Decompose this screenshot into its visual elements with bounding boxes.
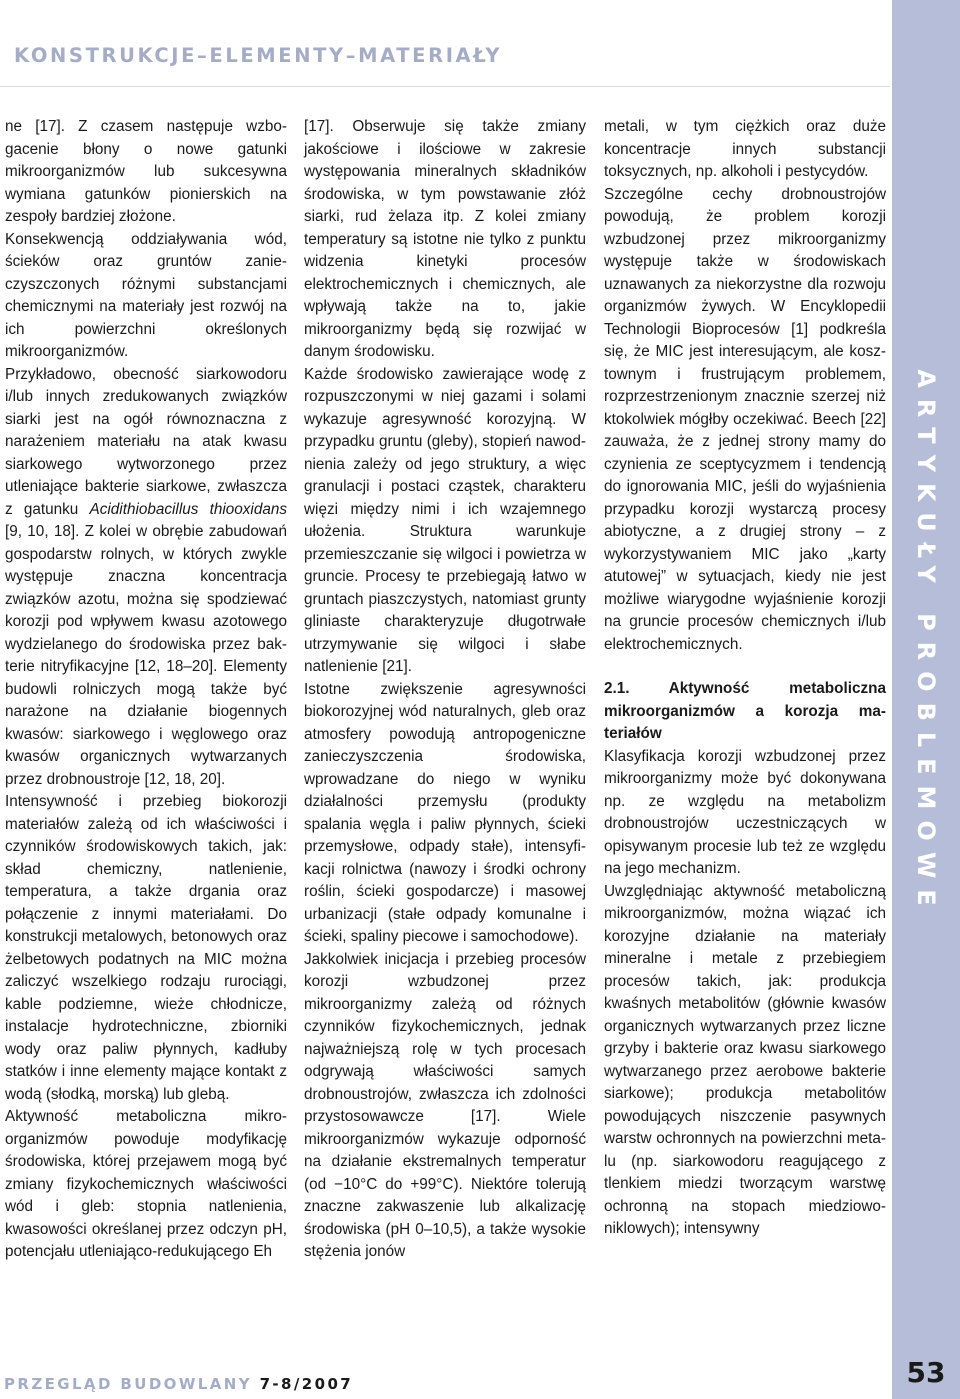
paragraph: Klasyfikacja korozji wzbudzonej przez mikroorganizmy może być dokonywana np. ze względu na metabolizm drobnoustrojów uczestniczących w opisywanym procesie lub też ze względu na jego mechanizm. <box>604 747 886 877</box>
article-column-3 <box>604 116 886 1241</box>
paragraph: Każde środowisko zawierające wodę z rozpuszczonymi w niej gazami i solami wykazuje agresywność korozyjną. W przypadku gruntu (gleby), stopień nawodnienia zależy od jego struktury, a więc granulacji i postaci cząstek, charakteru więzi między nimi i ich wzajemnego ułożenia. Struktura warunkuje przemieszczanie się wilgoci i powietrza w gruncie. Procesy te przebiegają łatwo w gruntach piaszczystych, natomiast grunty gliniaste charakteryzuje długotrwałe utrzymywanie się wilgoci i słabe natlenienie [21]. <box>304 365 586 675</box>
issue-number: 7-8/2007 <box>259 1375 354 1393</box>
page-number: 53 <box>906 1356 946 1389</box>
section-heading: 2.1. Aktywność metaboliczna mikroorganizmów a korozja materiałów <box>604 680 886 742</box>
paragraph <box>5 364 287 792</box>
paragraph: metali, w tym ciężkich oraz duże koncentracje innych substancji toksycznych, np. alkoholi i pestycydów. <box>604 118 886 180</box>
running-head: KONSTRUKCJE–ELEMENTY–MATERIAŁY <box>14 44 503 67</box>
species-name: Acidithiobacillus thiooxidans <box>89 500 287 518</box>
journal-title: PRZEGLĄD BUDOWLANY <box>4 1375 252 1393</box>
paragraph: Konsekwencją oddziaływania wód, ścieków oraz gruntów zanieczyszczonych różnymi substancjami chemicznymi na materiały jest rozwój na ich powierzchni określonych mikroorganizmów. <box>5 230 287 360</box>
paragraph: Uwzględniając aktywność metaboliczną mikroorganizmów, można wiązać ich korozyjne działanie na materiały mineralne i metale z przebiegiem procesów takich, jak: produkcja kwaśnych metabolitów (głównie kwasów organicznych wytwarzanych przez liczne grzyby i bakterie oraz kwasu siarkowego wytwarzanego przez aerobowe bakterie siarkowe); produkcja metabolitów powodujących niszczenie pasywnych warstw ochronnych na powierzchni metalu (np. siarkowodoru reagującego z tlenkiem miedzi tworzącym warstwę ochronną na stopach miedziowo-niklowych); intensywny <box>604 882 886 1237</box>
paragraph-text: [9, 10, 18]. Z kolei w obrębie zabudowań gospodarstw rolnych, w których zwykle występuje znaczna koncentracja związków azotu, można się spodziewać korozji pod wpływem kwasu azotowego wydzielanego do środowiska przez bakterie nitryfikacyjne [12, 18–20]. Elementy budowli rolniczych mogą także być narażone na działanie biogennych kwasów: siarkowego i węglowego oraz kwasów organicznych wytwarzanych przez drobnoustroje [12, 18, 20]. <box>5 523 287 788</box>
paragraph: [17]. Obserwuje się także zmiany jakościowe i ilościowe w zakresie występowania mineralnych składników środowiska, w tym powstawanie złóż siarki, rud żelaza itp. Z kolei zmiany temperatury są istotne nie tylko z punktu widzenia kinetyki procesów elektrochemicznych i chemicznych, ale wpływają także na to, jakie mikroorganizmy będą się rozwijać w danym środowisku. <box>304 118 586 360</box>
paragraph-text: Przykładowo, obecność siarkowodoru i/lub innych zredukowanych związków siarki jest na ogół równoznaczna z narażeniem materiału na atak kwasu siarkowego wytworzonego przez utleniające bakterie siarkowe, zwłaszcza z gatunku <box>5 365 287 518</box>
paragraph: Istotne zwiększenie agresywności biokorozyjnej wód naturalnych, gleb oraz atmosfery powodują antropogeniczne zanieczyszczenia środowiska, wprowadzane do niego w wyniku działalności przemysłu (produkty spalania węgla i paliw płynnych, ścieki przemysłowe, odpady stałe), intensyfikacji rolnictwa (nawozy i środki ochrony roślin, ścieki gospodarcze) i masowej urbanizacji (stałe odpady komunalne i ścieki, spaliny piecowe i samochodowe). <box>304 680 586 945</box>
paragraph: ne [17]. Z czasem następuje wzbogacenie błony o nowe gatunki mikroorganizmów lub sukcesywna wymiana gatunków pionierskich na zespoły bardziej złożone. <box>5 118 287 225</box>
footer <box>4 1375 353 1393</box>
section-label: ARTYKUŁY PROBLEMOWE <box>912 369 940 917</box>
article-column-1 <box>5 116 287 1264</box>
paragraph: Intensywność i przebieg biokorozji materiałów zależą od ich właściwości i czynników środowiskowych takich, jak: skład chemiczny, natlenienie, temperatura, a także drgania oraz połączenie z innymi materiałami. Do konstrukcji metalowych, betonowych oraz żelbetowych podatnych na MIC można zaliczyć wszelkiego rodzaju rurociągi, kable podziemne, wieże chłodnicze, instalacje hydrotechniczne, zbiorniki wody oraz paliw płynnych, kadłuby statków i inne elementy mające kontakt z wodą (słodką, morską) lub glebą. <box>5 793 287 1103</box>
paragraph: Szczególne cechy drobnoustrojów powodują, że problem korozji wzbudzonej przez mikroorganizmy występuje także w środowiskach uznawanych za niekorzystne dla rozwoju organizmów żywych. W Encyklopedii Technologii Bioprocesów [1] podkreśla się, że MIC jest interesującym, ale kosztownym i frustrującym problemem, rozprzestrzenionym znacznie szerzej niż ktokolwiek mógłby oczekiwać. Beech [22] zauważa, że z jednej strony mamy do czynienia ze sceptycyzmem i tendencją do ignorowania MIC, jeśli do wyjaśnienia przypadku korozji wystarczą procesy abiotyczne, a z drugiej strony – z wykorzystywaniem MIC jako „karty atutowej” w sytuacjach, kiedy nie jest możliwe wiarygodne wyjaśnienie korozji na gruncie procesów chemicznych i/lub elektrochemicznych. <box>604 185 886 653</box>
header-rule <box>0 86 890 87</box>
paragraph: Aktywność metaboliczna mikroorganizmów powoduje modyfikację środowiska, której przejawem mogą być zmiany fizykochemicznych właściwości wód i gleb: stopnia natlenienia, kwasowości określanej przez odczyn pH, potencjału utleniająco-redukującego Eh <box>5 1108 287 1260</box>
paragraph: Jakkolwiek inicjacja i przebieg procesów korozji wzbudzonej przez mikroorganizmy zależą od różnych czynników fizykochemicznych, jednak najważniejszą rolę w tych procesach odgrywają właściwości samych drobnoustrojów, zwłaszcza ich zdolności przystosowawcze [17]. Wiele mikroorganizmów wykazuje odporność na działanie ekstremalnych temperatur (od −10°C do +99°C). Niektóre tolerują znaczne zakwaszenie lub alkalizację środowiska (pH 0–10,5), a także wysokie stężenia jonów <box>304 950 586 1260</box>
article-column-2 <box>304 116 586 1264</box>
